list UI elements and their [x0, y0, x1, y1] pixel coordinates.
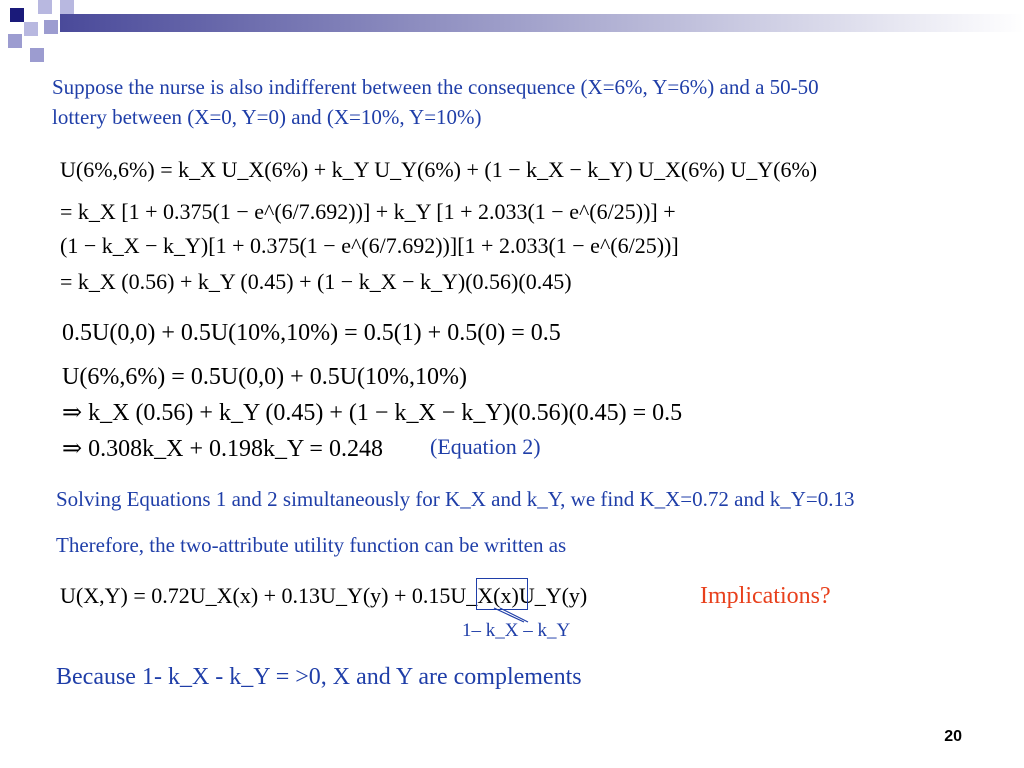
equation-1-line-3: (1 − k_X − k_Y)[1 + 0.375(1 − e^(6/7.692))][1 + 2.033(1 − e^(6/25))] [60, 233, 679, 258]
solving-text: Solving Equations 1 and 2 simultaneously for K_X and k_Y, we find K_X=0.72 and k_Y=0.13 [56, 487, 855, 511]
equation-lottery: 0.5U(0,0) + 0.5U(10%,10%) = 0.5(1) + 0.5(0) = 0.5 [62, 320, 561, 346]
equation-1-line-1: U(6%,6%) = k_X U_X(6%) + k_Y U_Y(6%) + (1 − k_X − k_Y) U_X(6%) U_Y(6%) [60, 157, 818, 182]
equation-1-line-2: = k_X [1 + 0.375(1 − e^(6/7.692))] + k_Y [1 + 2.033(1 − e^(6/25))] + [60, 199, 676, 224]
intro-line-1: Suppose the nurse is also indifferent between the consequence (X=6%, Y=6%) and a 50-50 [52, 75, 819, 99]
intro-line-2: lottery between (X=0, Y=0) and (X=10%, Y=10%) [52, 105, 482, 129]
equation-2-label: (Equation 2) [430, 434, 541, 459]
equation-2-line-3: ⇒ 0.308k_X + 0.198k_Y = 0.248 [62, 436, 383, 462]
final-equation: U(X,Y) = 0.72U_X(x) + 0.13U_Y(y) + 0.15U_X(x)U_Y(y) [60, 583, 588, 608]
equation-2-line-2: ⇒ k_X (0.56) + k_Y (0.45) + (1 − k_X − k_Y)(0.56)(0.45) = 0.5 [62, 400, 683, 426]
therefore-text: Therefore, the two-attribute utility function can be written as [56, 533, 567, 557]
conclusion-text: Because 1- k_X - k_Y = >0, X and Y are complements [56, 664, 582, 690]
equation-2-line-1: U(6%,6%) = 0.5U(0,0) + 0.5U(10%,10%) [62, 364, 467, 390]
page-number: 20 [944, 728, 962, 745]
annotation-text: 1– k_X – k_Y [462, 620, 571, 641]
implications-label: Implications? [700, 583, 831, 609]
equation-1-line-4: = k_X (0.56) + k_Y (0.45) + (1 − k_X − k_Y)(0.56)(0.45) [60, 269, 572, 294]
